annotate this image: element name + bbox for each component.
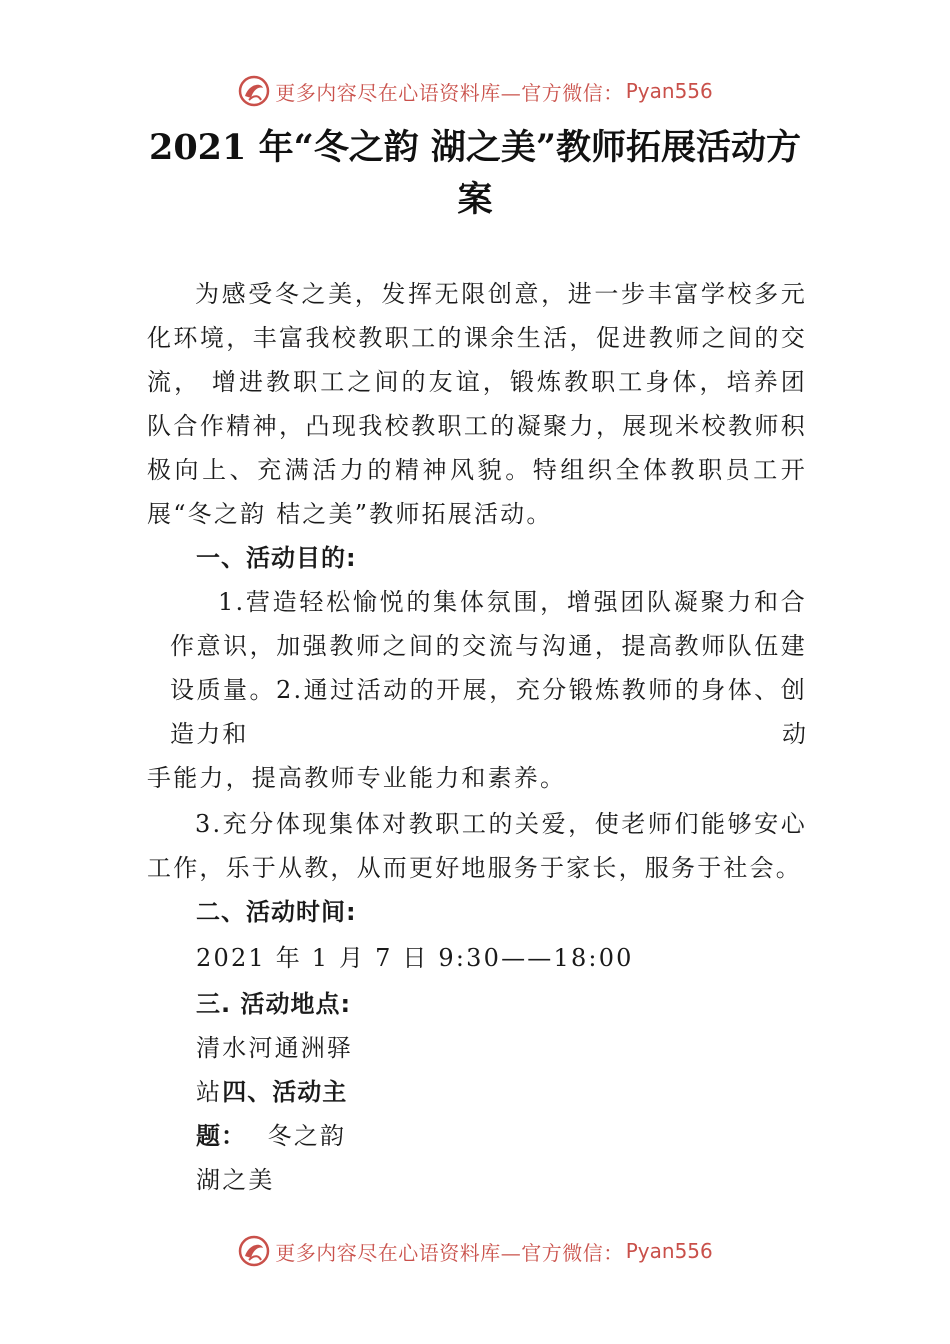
swirl-logo-icon <box>237 1234 271 1268</box>
theme-value-part-2: 湖之美 <box>196 1166 275 1194</box>
goal-paragraph-1: 1.营造轻松愉悦的集体氛围，增强团队凝聚力和合作意识，加强教师之间的交流与沟通，提高教师队伍建设质量。2.通过活动的开展，充分锻炼教师的身体、创造力和 <box>170 588 807 748</box>
goal-paragraph-1-continuation: 手能力，提高教师专业能力和素养。 <box>147 764 567 792</box>
section-place-heading: 三. 活动地点: <box>196 990 352 1018</box>
goal-paragraph-3: 3.充分体现集体对教职工的关爱，使老师们能够安心工作，乐于从教，从而更好地服务于家长，服务于社会。 <box>147 810 807 882</box>
section-theme-heading-part-1: 四、活动主 <box>222 1078 348 1106</box>
watermark-wechat-id: Pyan556 <box>625 79 713 103</box>
event-place-tail: 站 <box>196 1078 223 1106</box>
goal-paragraph-1-break: 动 <box>782 720 806 748</box>
title-line-1: 2021 年“冬之韵 湖之美”教师拓展活动方 <box>148 127 802 168</box>
watermark-wechat-id: Pyan556 <box>625 1239 713 1263</box>
theme-heading-and-value <box>196 1114 346 1158</box>
header-watermark <box>0 74 950 108</box>
event-time-value: 2021 年 1 月 7 日 9:30——18:00 <box>196 944 634 972</box>
watermark-text: 更多内容尽在心语资料库—官方微信： <box>275 80 624 105</box>
watermark-text: 更多内容尽在心语资料库—官方微信： <box>275 1240 624 1265</box>
section-goal-heading: 一、活动目的: <box>196 544 357 572</box>
title-line-2: 案 <box>457 179 493 220</box>
footer-watermark <box>0 1234 950 1268</box>
place-tail-and-theme-heading <box>196 1070 347 1114</box>
section-theme-heading-part-2: 题： <box>196 1122 246 1150</box>
theme-value-part-1: 冬之韵 <box>267 1122 347 1150</box>
swirl-logo-icon <box>237 74 271 108</box>
intro-paragraph: 为感受冬之美，发挥无限创意，进一步丰富学校多元化环境，丰富我校教职工的课余生活，促进教师之间的交流， 增进教职工之间的友谊，锻炼教职工身体，培养团队合作精神，凸现我校教职工的凝聚力，展现米校教师积极向上、充满活力的精神风貌。特组织全体教职员工开展“冬之韵 桔之美”教师拓展活动。 <box>147 280 807 528</box>
section-time-heading: 二、活动时间: <box>196 898 357 926</box>
document-title <box>120 122 830 226</box>
event-place-value: 清水河通洲驿 <box>196 1034 354 1062</box>
